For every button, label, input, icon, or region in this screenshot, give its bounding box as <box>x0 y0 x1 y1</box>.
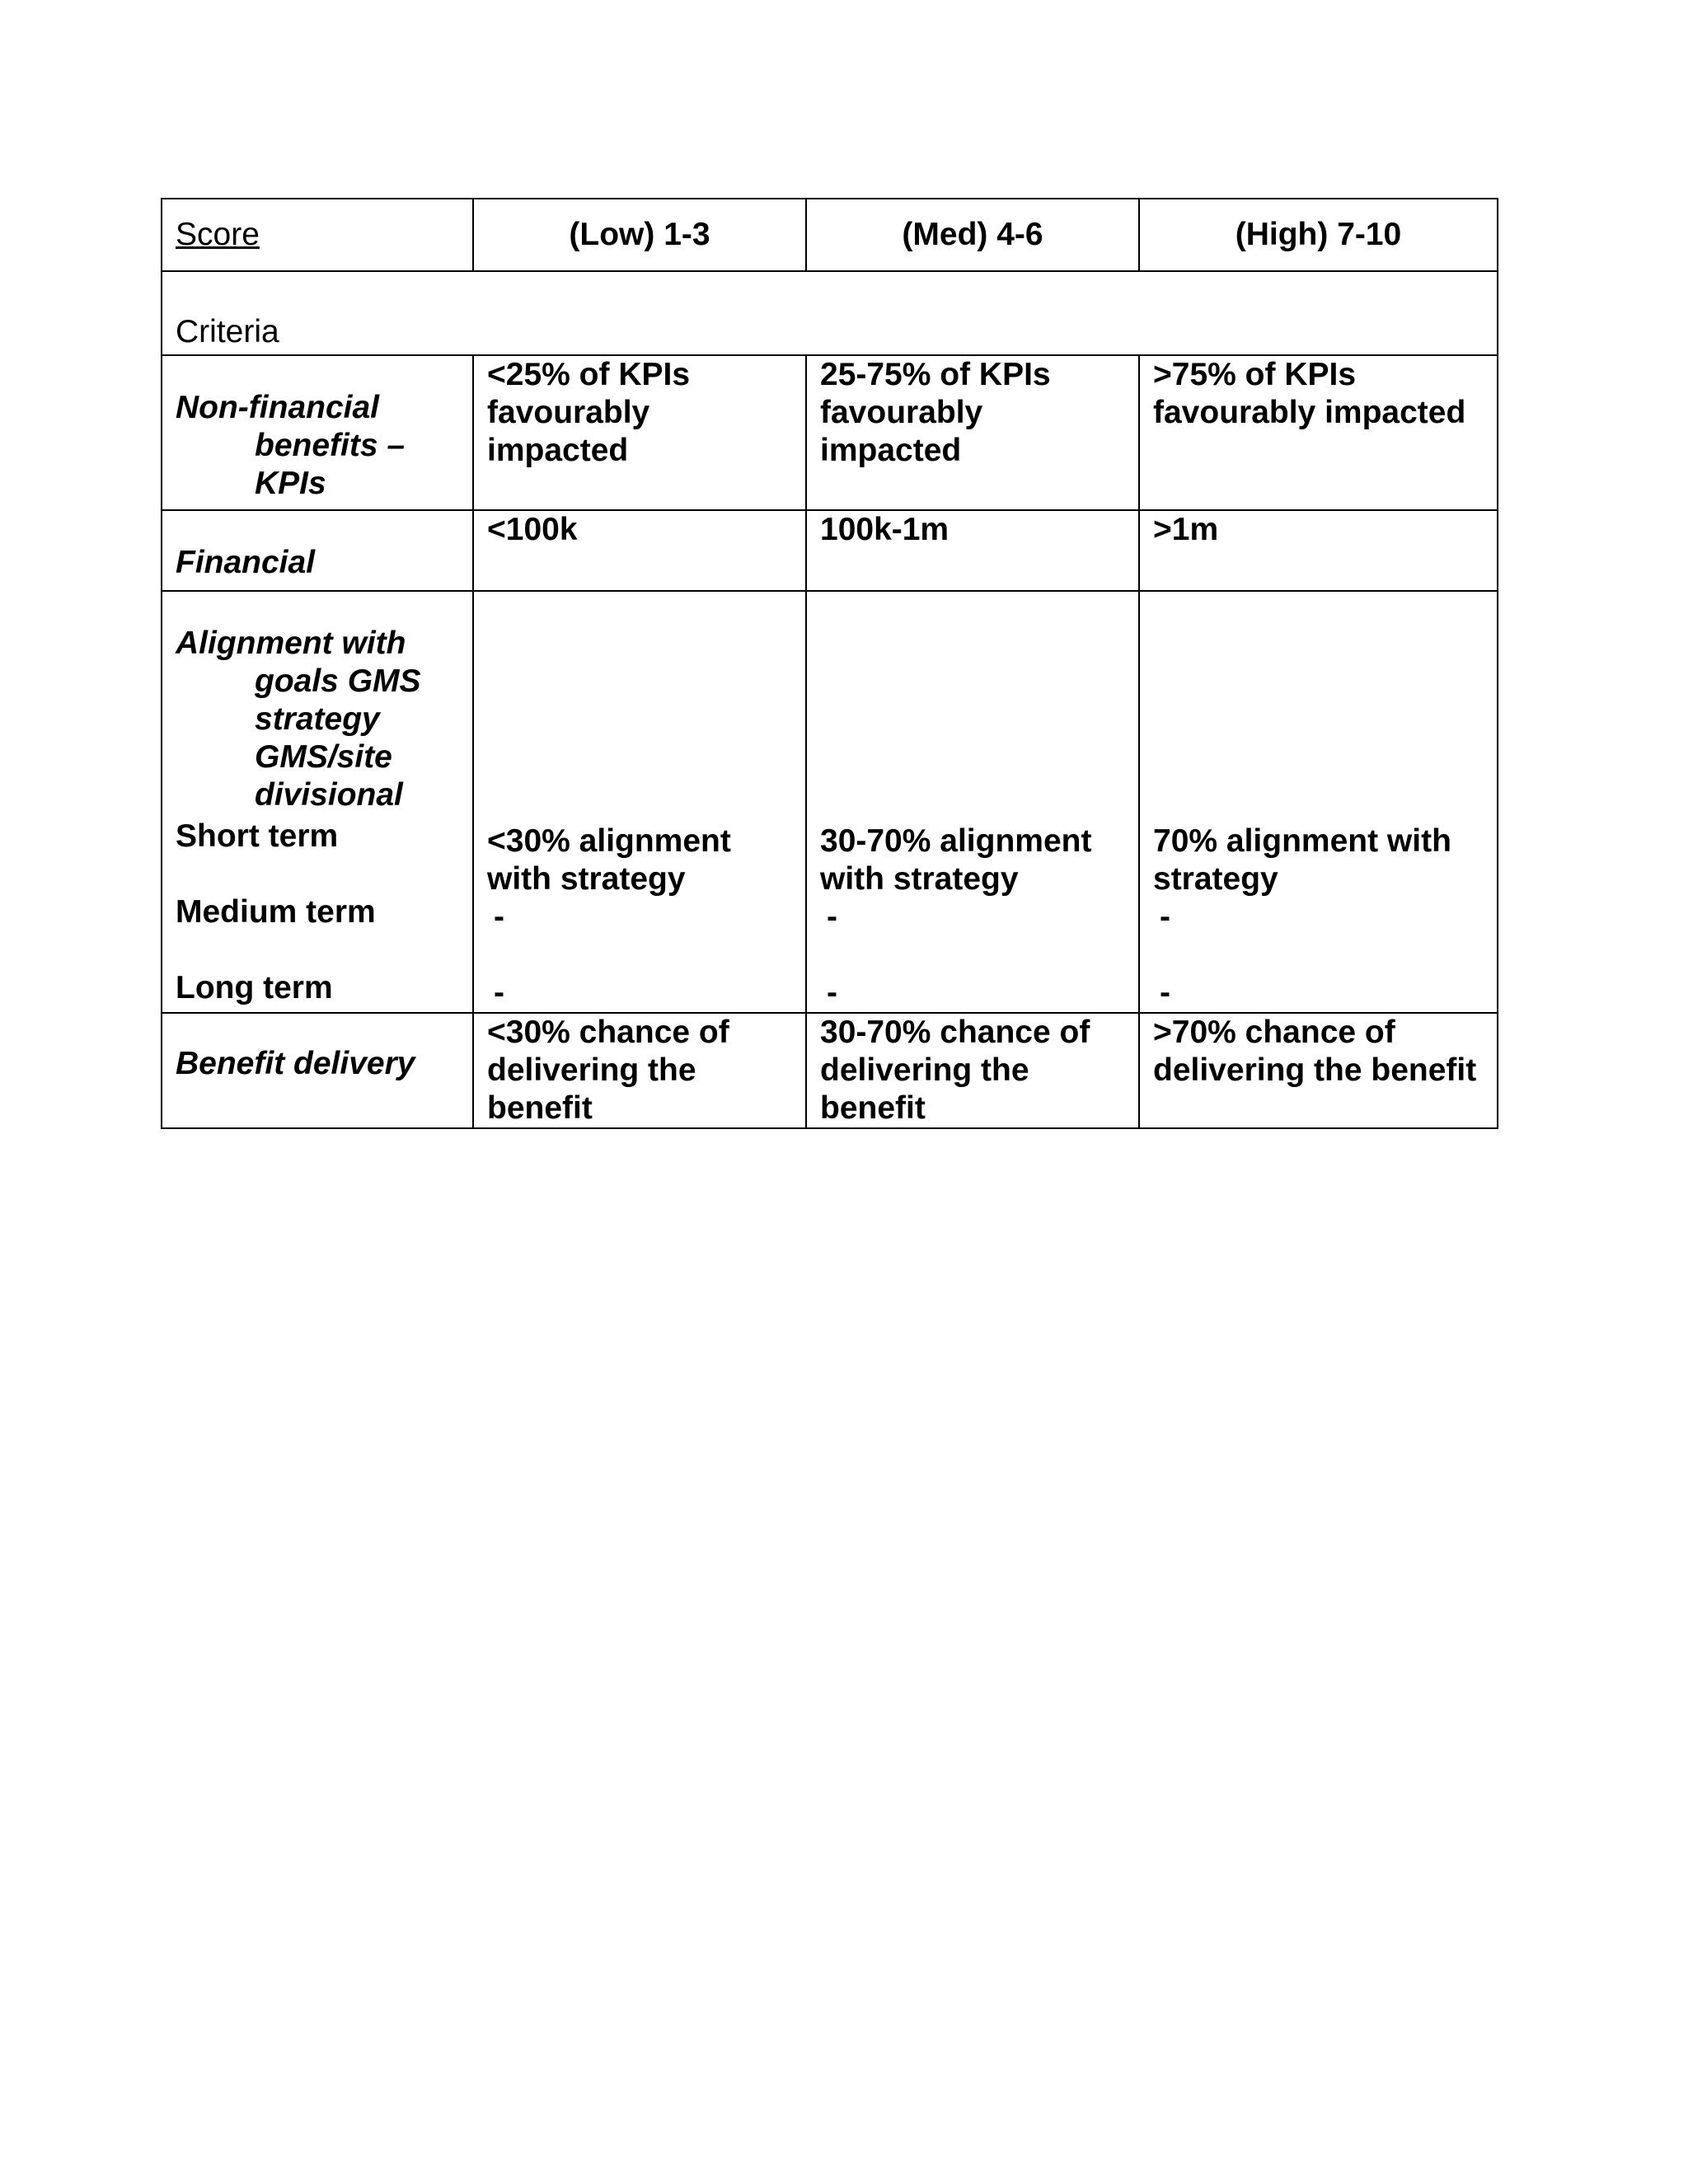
criterion-kpi-line1: Non-financial <box>176 390 380 425</box>
benefit-high: >70% chance of delivering the benefit <box>1139 1013 1498 1128</box>
table-row <box>162 1013 1498 1128</box>
table-row <box>162 591 1498 1013</box>
medium-term-label: Medium term <box>176 894 376 930</box>
criterion-alignment-line5: divisional <box>255 777 403 813</box>
benefit-low: <30% chance of delivering the benefit <box>473 1013 806 1128</box>
criteria-label: Criteria <box>162 271 1498 355</box>
alignment-high-long: - <box>1160 975 1170 1010</box>
header-low: (Low) 1-3 <box>473 199 806 271</box>
short-term-label: Short term <box>176 818 339 854</box>
criterion-benefit-label: Benefit delivery <box>176 1046 415 1081</box>
kpi-low: <25% of KPIs favourably impacted <box>473 355 806 510</box>
kpi-high: >75% of KPIs favourably impacted <box>1139 355 1498 510</box>
alignment-med-medium: - <box>827 899 837 935</box>
criterion-financial <box>162 510 473 591</box>
alignment-high-medium: - <box>1160 899 1170 935</box>
header-row <box>162 199 1498 271</box>
alignment-low-short: <30% alignment with strategy <box>487 823 731 897</box>
alignment-med-short: 30-70% alignment with strategy <box>820 823 1092 897</box>
alignment-med <box>806 591 1139 1013</box>
criterion-alignment-line1: Alignment with <box>176 626 406 661</box>
long-term-label: Long term <box>176 970 333 1005</box>
kpi-med: 25-75% of KPIs favourably impacted <box>806 355 1139 510</box>
financial-high: >1m <box>1139 510 1498 591</box>
criterion-alignment-line4: GMS/site <box>255 739 392 775</box>
criterion-alignment <box>162 591 473 1013</box>
alignment-low-long: - <box>494 975 504 1010</box>
table-row <box>162 355 1498 510</box>
alignment-med-long: - <box>827 975 837 1010</box>
header-high: (High) 7-10 <box>1139 199 1498 271</box>
table-row <box>162 510 1498 591</box>
scoring-criteria-table <box>161 198 1498 1129</box>
criterion-kpi <box>162 355 473 510</box>
benefit-med: 30-70% chance of delivering the benefit <box>806 1013 1139 1128</box>
criterion-financial-label: Financial <box>176 545 316 580</box>
alignment-low <box>473 591 806 1013</box>
alignment-low-medium: - <box>494 899 504 935</box>
financial-low: <100k <box>473 510 806 591</box>
criterion-benefit <box>162 1013 473 1128</box>
alignment-high <box>1139 591 1498 1013</box>
criterion-kpi-line2: benefits – <box>255 428 406 463</box>
financial-med: 100k-1m <box>806 510 1139 591</box>
criterion-kpi-line3: KPIs <box>255 466 326 501</box>
header-med: (Med) 4-6 <box>806 199 1139 271</box>
criterion-alignment-line3: strategy <box>255 701 380 737</box>
score-label: Score <box>162 199 473 271</box>
alignment-high-short: 70% alignment with strategy <box>1153 823 1451 897</box>
criterion-alignment-line2: goals GMS <box>255 663 421 699</box>
criteria-row <box>162 271 1498 355</box>
